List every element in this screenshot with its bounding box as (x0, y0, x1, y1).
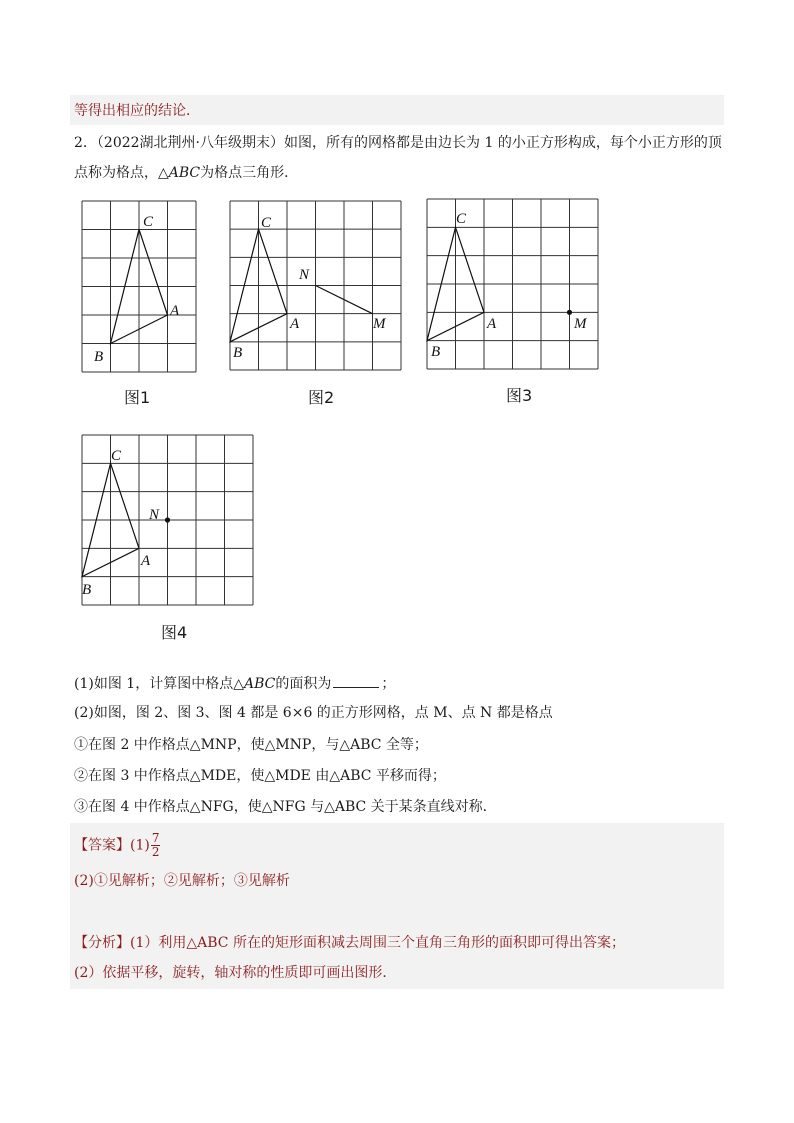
stem-triangle: △ABC (158, 165, 201, 181)
problem-stem-line2 (74, 162, 298, 184)
answer-fraction (151, 832, 161, 859)
figure-3-label-b: B (431, 344, 441, 360)
analysis-line-2: (2）依据平移，旋转，轴对称的性质即可画出图形． (74, 965, 397, 981)
figure-2 (230, 201, 401, 370)
figure-4-label-c: C (111, 448, 122, 464)
q1-text-a: (1)如图 1，计算图中格点 (74, 676, 234, 692)
problem-source: （2022湖北荆州·八年级期末） (96, 135, 285, 151)
figure-4 (82, 435, 253, 605)
q1-triangle: △ABC (233, 676, 276, 692)
question-2: (2)如图，图 2、图 3、图 4 都是 6×6 的正方形网格，点 M、点 N 都是格点 (74, 705, 553, 721)
figure-3-caption: 图3 (506, 386, 533, 405)
figure-4-label-b: B (82, 582, 92, 598)
answer-line-2: (2)①见解析；②见解析；③见解析 (74, 873, 290, 889)
analysis-label: 【分析】 (74, 935, 130, 951)
q1-answer-blank[interactable] (333, 673, 379, 688)
figure-1-label-c: C (143, 214, 154, 230)
figure-3-label-a: A (487, 316, 497, 332)
figure-3-point-m (567, 310, 572, 315)
figure-4-label-a: A (141, 553, 151, 569)
intro-tail: 等得出相应的结论． (74, 103, 200, 119)
answer-part1-prefix: (1) (130, 837, 150, 854)
figure-1-label-a: A (170, 303, 180, 319)
problem-number: 2． (74, 135, 97, 151)
analysis-text-1: (1）利用△ABC 所在的矩形面积减去周围三个直角三角形的面积即可得出答案； (130, 935, 625, 951)
answer-fraction-numerator: 7 (151, 831, 160, 845)
figure-3-label-c: C (456, 211, 467, 227)
question-2-1: ①在图 2 中作格点△MNP，使△MNP，与△ABC 全等； (74, 737, 428, 753)
problem-stem-line1 (74, 132, 722, 154)
figure-4-point-n (165, 517, 170, 522)
figure-2-caption: 图2 (308, 388, 335, 407)
answer-fraction-denominator: 2 (151, 845, 160, 859)
answer-line-1 (74, 832, 160, 859)
question-1 (74, 673, 395, 695)
figure-2-label-c: C (261, 215, 272, 231)
figure-4-caption: 图4 (161, 623, 188, 642)
figure-1-label-b: B (94, 349, 104, 365)
figure-3-label-m: M (574, 316, 587, 332)
q1-text-c: ； (381, 676, 396, 692)
question-2-3: ③在图 4 中作格点△NFG，使△NFG 与△ABC 关于某条直线对称． (74, 799, 497, 815)
stem-text-a: 点称为格点， (74, 165, 158, 181)
figure-1-caption: 图1 (124, 388, 151, 407)
figure-4-label-n: N (149, 507, 160, 523)
figure-2-label-n: N (299, 267, 310, 283)
q1-text-b: 的面积为 (275, 676, 332, 692)
stem-text-b: 为格点三角形． (200, 165, 299, 181)
figure-1-grid (82, 201, 196, 372)
figure-2-label-b: B (233, 345, 243, 361)
problem-stem-text: 如图，所有的网格都是由边长为 1 的小正方形构成，每个小正方形的顶 (284, 135, 722, 151)
question-2-2: ②在图 3 中作格点△MDE，使△MDE 由△ABC 平移而得； (74, 768, 446, 784)
figure-3-grid (427, 199, 598, 369)
figure-3 (427, 199, 598, 369)
analysis-line-1 (74, 932, 625, 954)
figure-1 (82, 201, 196, 372)
figure-2-label-a: A (290, 316, 300, 332)
figure-2-label-m: M (373, 316, 386, 332)
answer-label: 【答案】 (74, 837, 130, 854)
